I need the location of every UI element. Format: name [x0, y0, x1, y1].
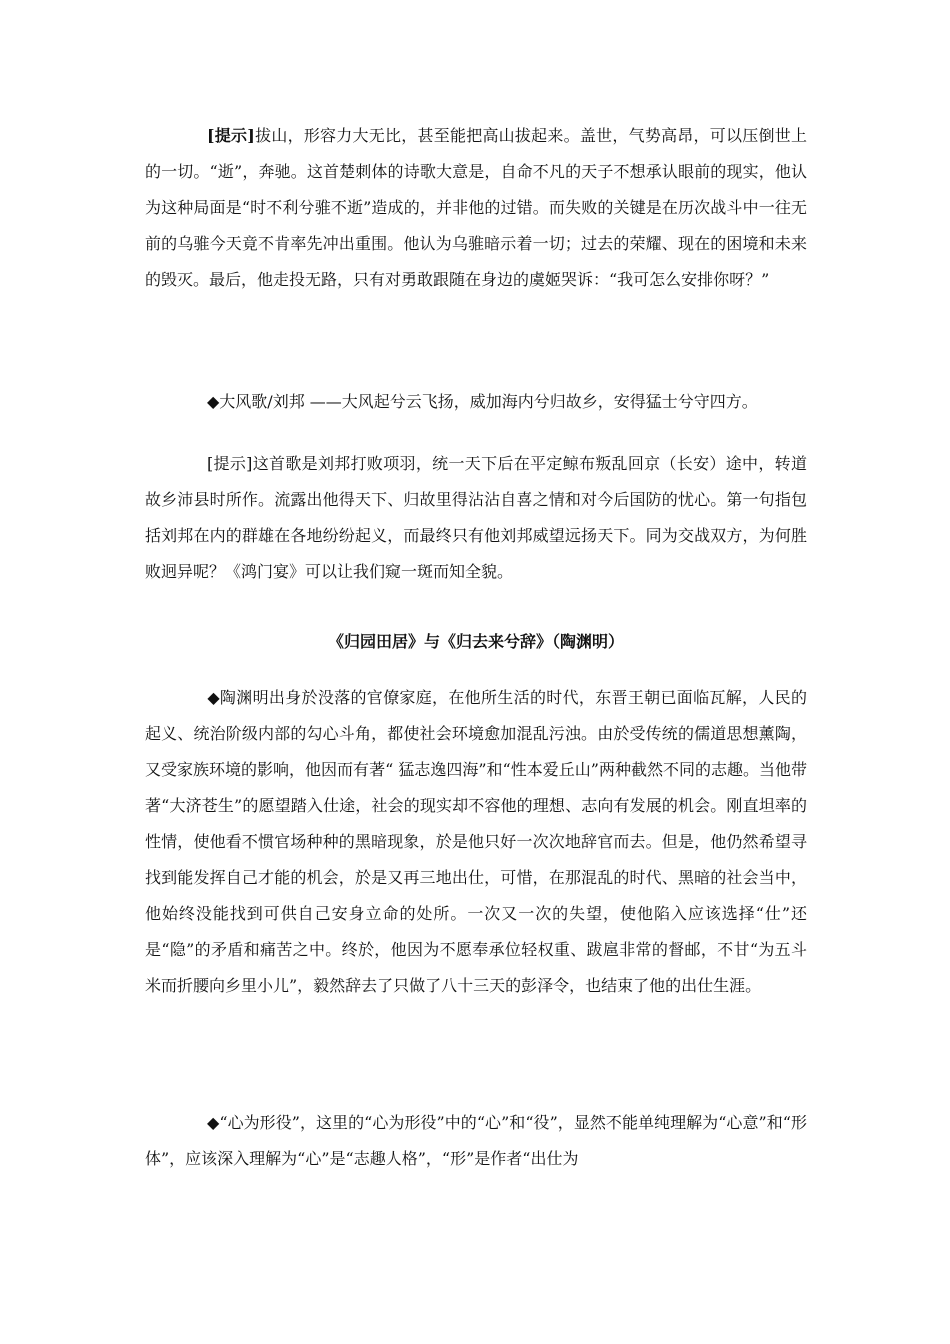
paragraph-xin-wei-xing-yi: [145, 1105, 807, 1177]
paragraph-liu-bang-hint: [145, 446, 807, 590]
paragraph-tao-yuanming-bio: [145, 680, 807, 1004]
hint-label: [提示]: [207, 454, 253, 473]
section-title: 《归园田居》与《归去来兮辞》（陶渊明）: [327, 632, 624, 651]
poem-line: ◆大风歌/刘邦 ——大风起兮云飞扬，威加海内兮归故乡，安得猛士兮守四方。: [207, 392, 758, 411]
paragraph-xiang-yu-hint: [145, 118, 807, 298]
hint-text: 拔山，形容力大无比，甚至能把高山拔起来。盖世，气势高昂，可以压倒世上的一切。“逝”，奔驰。这首楚刺体的诗歌大意是，自命不凡的天子不想承认眼前的现实，他认为这种局面是“时不利兮骓不逝”造成的，并非他的过错。而失败的关键是在历次战斗中一往无前的乌骓今天竟不肯率先冲出重围。他认为乌骓暗示着一切；过去的荣耀、现在的困境和未来的毁灭。最后，他走投无路，只有对勇敢跟随在身边的虞姬哭诉：“我可怎么安排你呀？”: [145, 126, 807, 289]
paragraph-text: ◆陶渊明出身於没落的官僚家庭，在他所生活的时代，东晋王朝已面临瓦解，人民的起义、统治阶级内部的勾心斗角，都使社会环境愈加混乱污浊。由於受传统的儒道思想薰陶，又受家族环境的影响，他因而有著“ 猛志逸四海”和“性本爱丘山”两种截然不同的志趣。当他带著“大济苍生”的愿望踏入仕途，社会的现实却不容他的理想、志向有发展的机会。刚直坦率的性情，使他看不惯官场种种的黑暗现象，於是他只好一次次地辞官而去。但是，他仍然希望寻找到能发挥自己才能的机会，於是又再三地出仕，可惜，在那混乱的时代、黑暗的社会当中，他始终没能找到可供自己安身立命的处所。一次又一次的失望，使他陷入应该选择“仕”还是“隐”的矛盾和痛苦之中。终於，他因为不愿奉承位轻权重、跋扈非常的督邮，不甘“为五斗米而折腰向乡里小儿”，毅然辞去了只做了八十三天的彭泽令，也结束了他的出仕生涯。: [145, 688, 807, 995]
paragraph-text: ◆“心为形役”，这里的“心为形役”中的“心”和“役”，显然不能单纯理解为“心意”和“形体”，应该深入理解为“心”是“志趣人格”，“形”是作者“出仕为: [145, 1113, 807, 1168]
hint-text: 这首歌是刘邦打败项羽，统一天下后在平定鲸布叛乱回京（长安）途中，转道故乡沛县时所作。流露出他得天下、归故里得沾沾自喜之情和对今后国防的忧心。第一句指包括刘邦在内的群雄在各地纷纷起义，而最终只有他刘邦威望远扬天下。同为交战双方，为何胜败迥异呢？《鸿门宴》可以让我们窥一斑而知全貌。: [145, 454, 807, 581]
paragraph-da-feng-ge: [145, 384, 807, 420]
hint-label: [提示]: [207, 126, 255, 145]
